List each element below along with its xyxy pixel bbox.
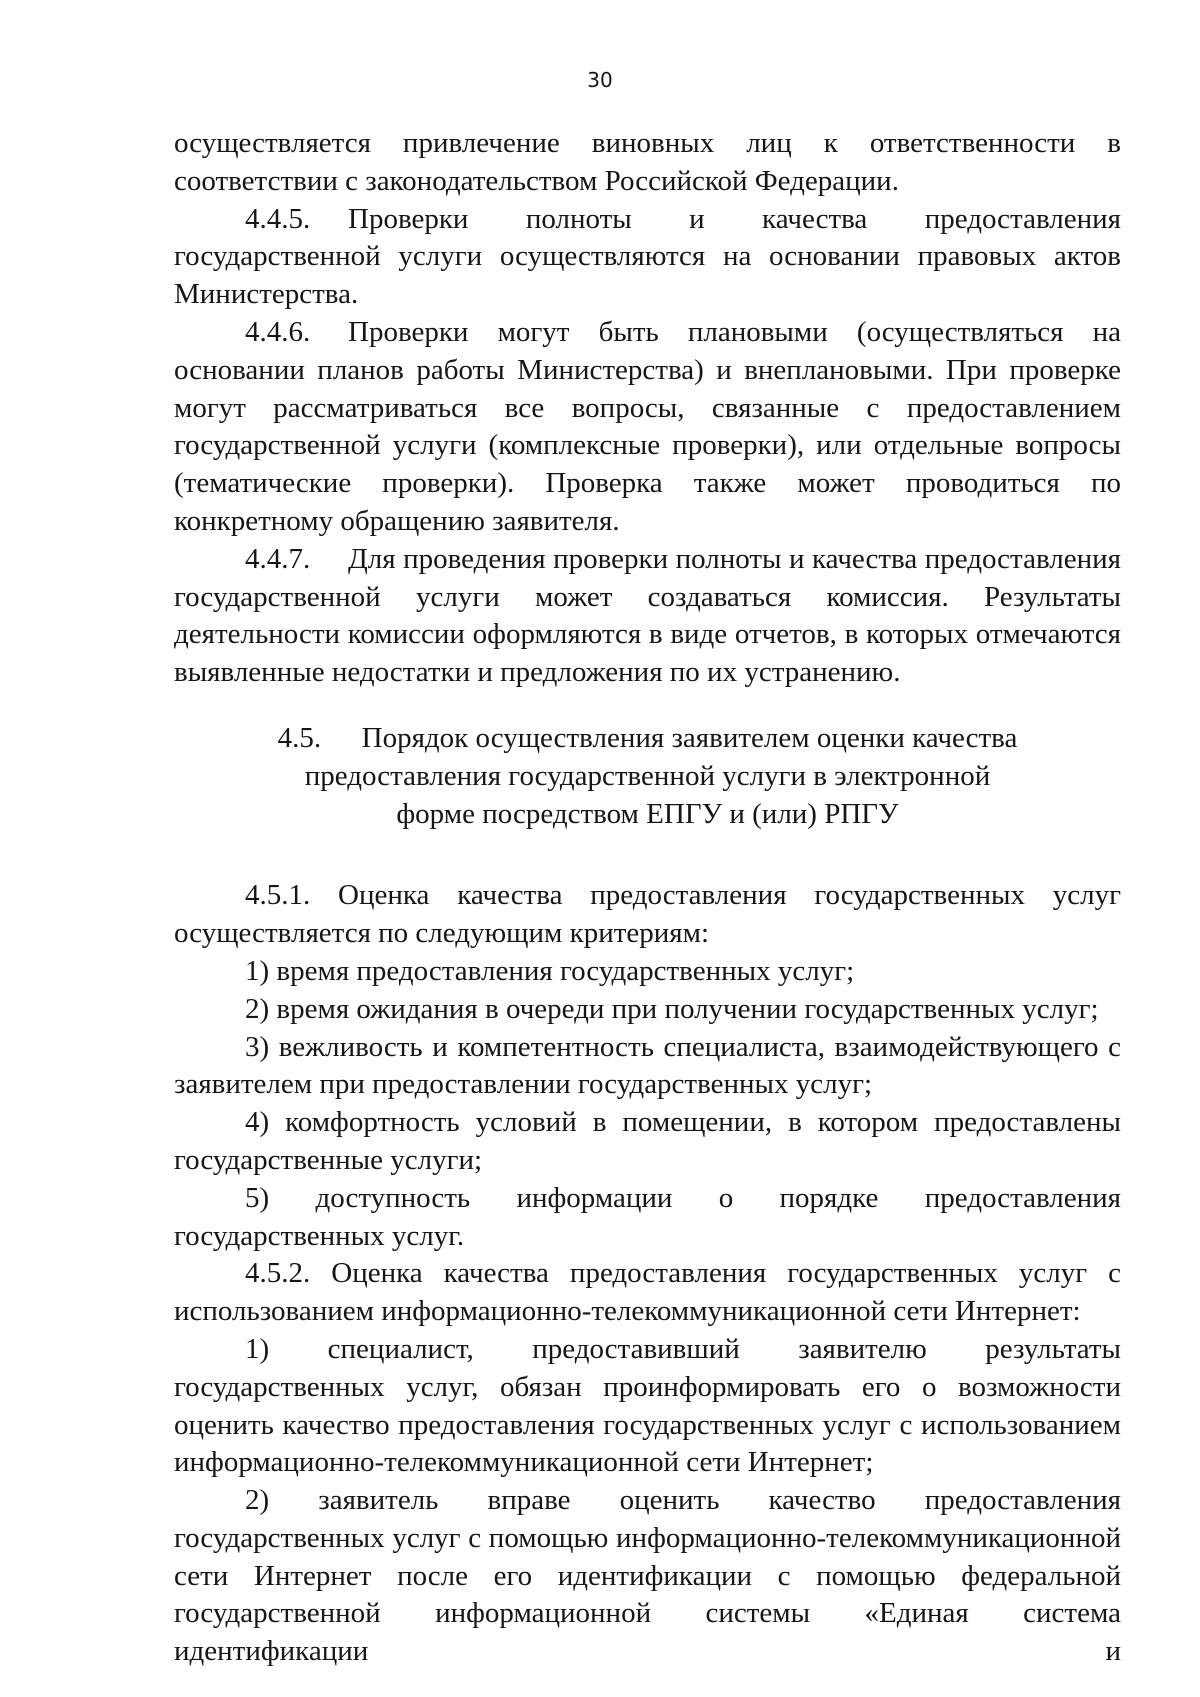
heading-line-2: предоставления государственной услуги в электронной [304,759,991,792]
heading-line-3: форме посредством ЕПГУ и (или) РПГУ [396,797,899,830]
paragraph-4-4-6 [174,314,1121,541]
list-item-2: 2) заявитель вправе оценить качество предоставления государственных услуг с помощью информационно-телекоммуникационной сети Интернет после его идентификации с помощью федеральной государственной информационной системы «Единая система идентификации и [174,1484,1121,1668]
paragraph-text: Проверки могут быть плановыми (осуществляться на основании планов работы Министерства) и внеплановыми. При проверке могут рассматриваться все вопросы, связанные с предоставлением государственной услуги (комплексные проверки), или отдельные вопросы (тематические проверки). Проверка также может проводиться по конкретному обращению заявителя. [174,315,1121,537]
heading-line-1 [174,720,1121,758]
paragraph-4-4-7 [174,541,1121,692]
paragraph-continuation [174,125,1121,201]
section-heading-4-5 [174,720,1121,833]
criterion-4: 4) комфортность условий в помещении, в котором предоставлены государственные услуги; [174,1106,1121,1176]
paragraph-text: осуществляется привлечение виновных лиц к ответственности в соответствии с законодательством Российской Федерации. [174,127,1121,197]
criterion-1: 1) время предоставления государственных услуг; [245,954,855,987]
paragraph-text: Проверки полноты и качества предоставления государственной услуги осуществляются на основании правовых актов Министерства. [174,202,1121,311]
document-body [174,125,1121,1671]
criterion-3: 3) вежливость и компетентность специалиста, взаимодействующего с заявителем при предоставлении государственных услуг; [174,1030,1121,1101]
heading-number: 4.5. [277,721,322,754]
criterion-5: 5) доступность информации о порядке предоставления государственных услуг. [174,1181,1121,1252]
page-number: 30 [587,68,613,92]
paragraph-number: 4.4.5. [245,202,311,235]
paragraph-4-5-1: 4.5.1. Оценка качества предоставления государственных услуг осуществляется по следующим критериям: [174,879,1121,950]
list-item-1: 1) специалист, предоставивший заявителю результаты государственных услуг, обязан проинформировать его о возможности оценить качество предоставления государственных услуг с использованием информационно-телекоммуникационной сети Интернет; [174,1332,1121,1479]
criterion-2: 2) время ожидания в очереди при получении государственных услуг; [245,992,1099,1025]
heading-text: Порядок осуществления заявителем оценки качества [361,721,1018,754]
paragraph-number: 4.4.7. [245,542,311,575]
paragraph-4-4-5 [174,201,1121,314]
paragraph-text: Для проведения проверки полноты и качества предоставления государственной услуги может создаваться комиссия. Результаты деятельности комиссии оформляются в виде отчетов, в которых отмечаются выявленные недостатки и предложения по их устранению. [174,542,1121,689]
paragraph-number: 4.4.6. [245,315,311,348]
paragraph-4-5-2: 4.5.2. Оценка качества предоставления государственных услуг с использованием информационно-телекоммуникационной сети Интернет: [174,1257,1121,1328]
